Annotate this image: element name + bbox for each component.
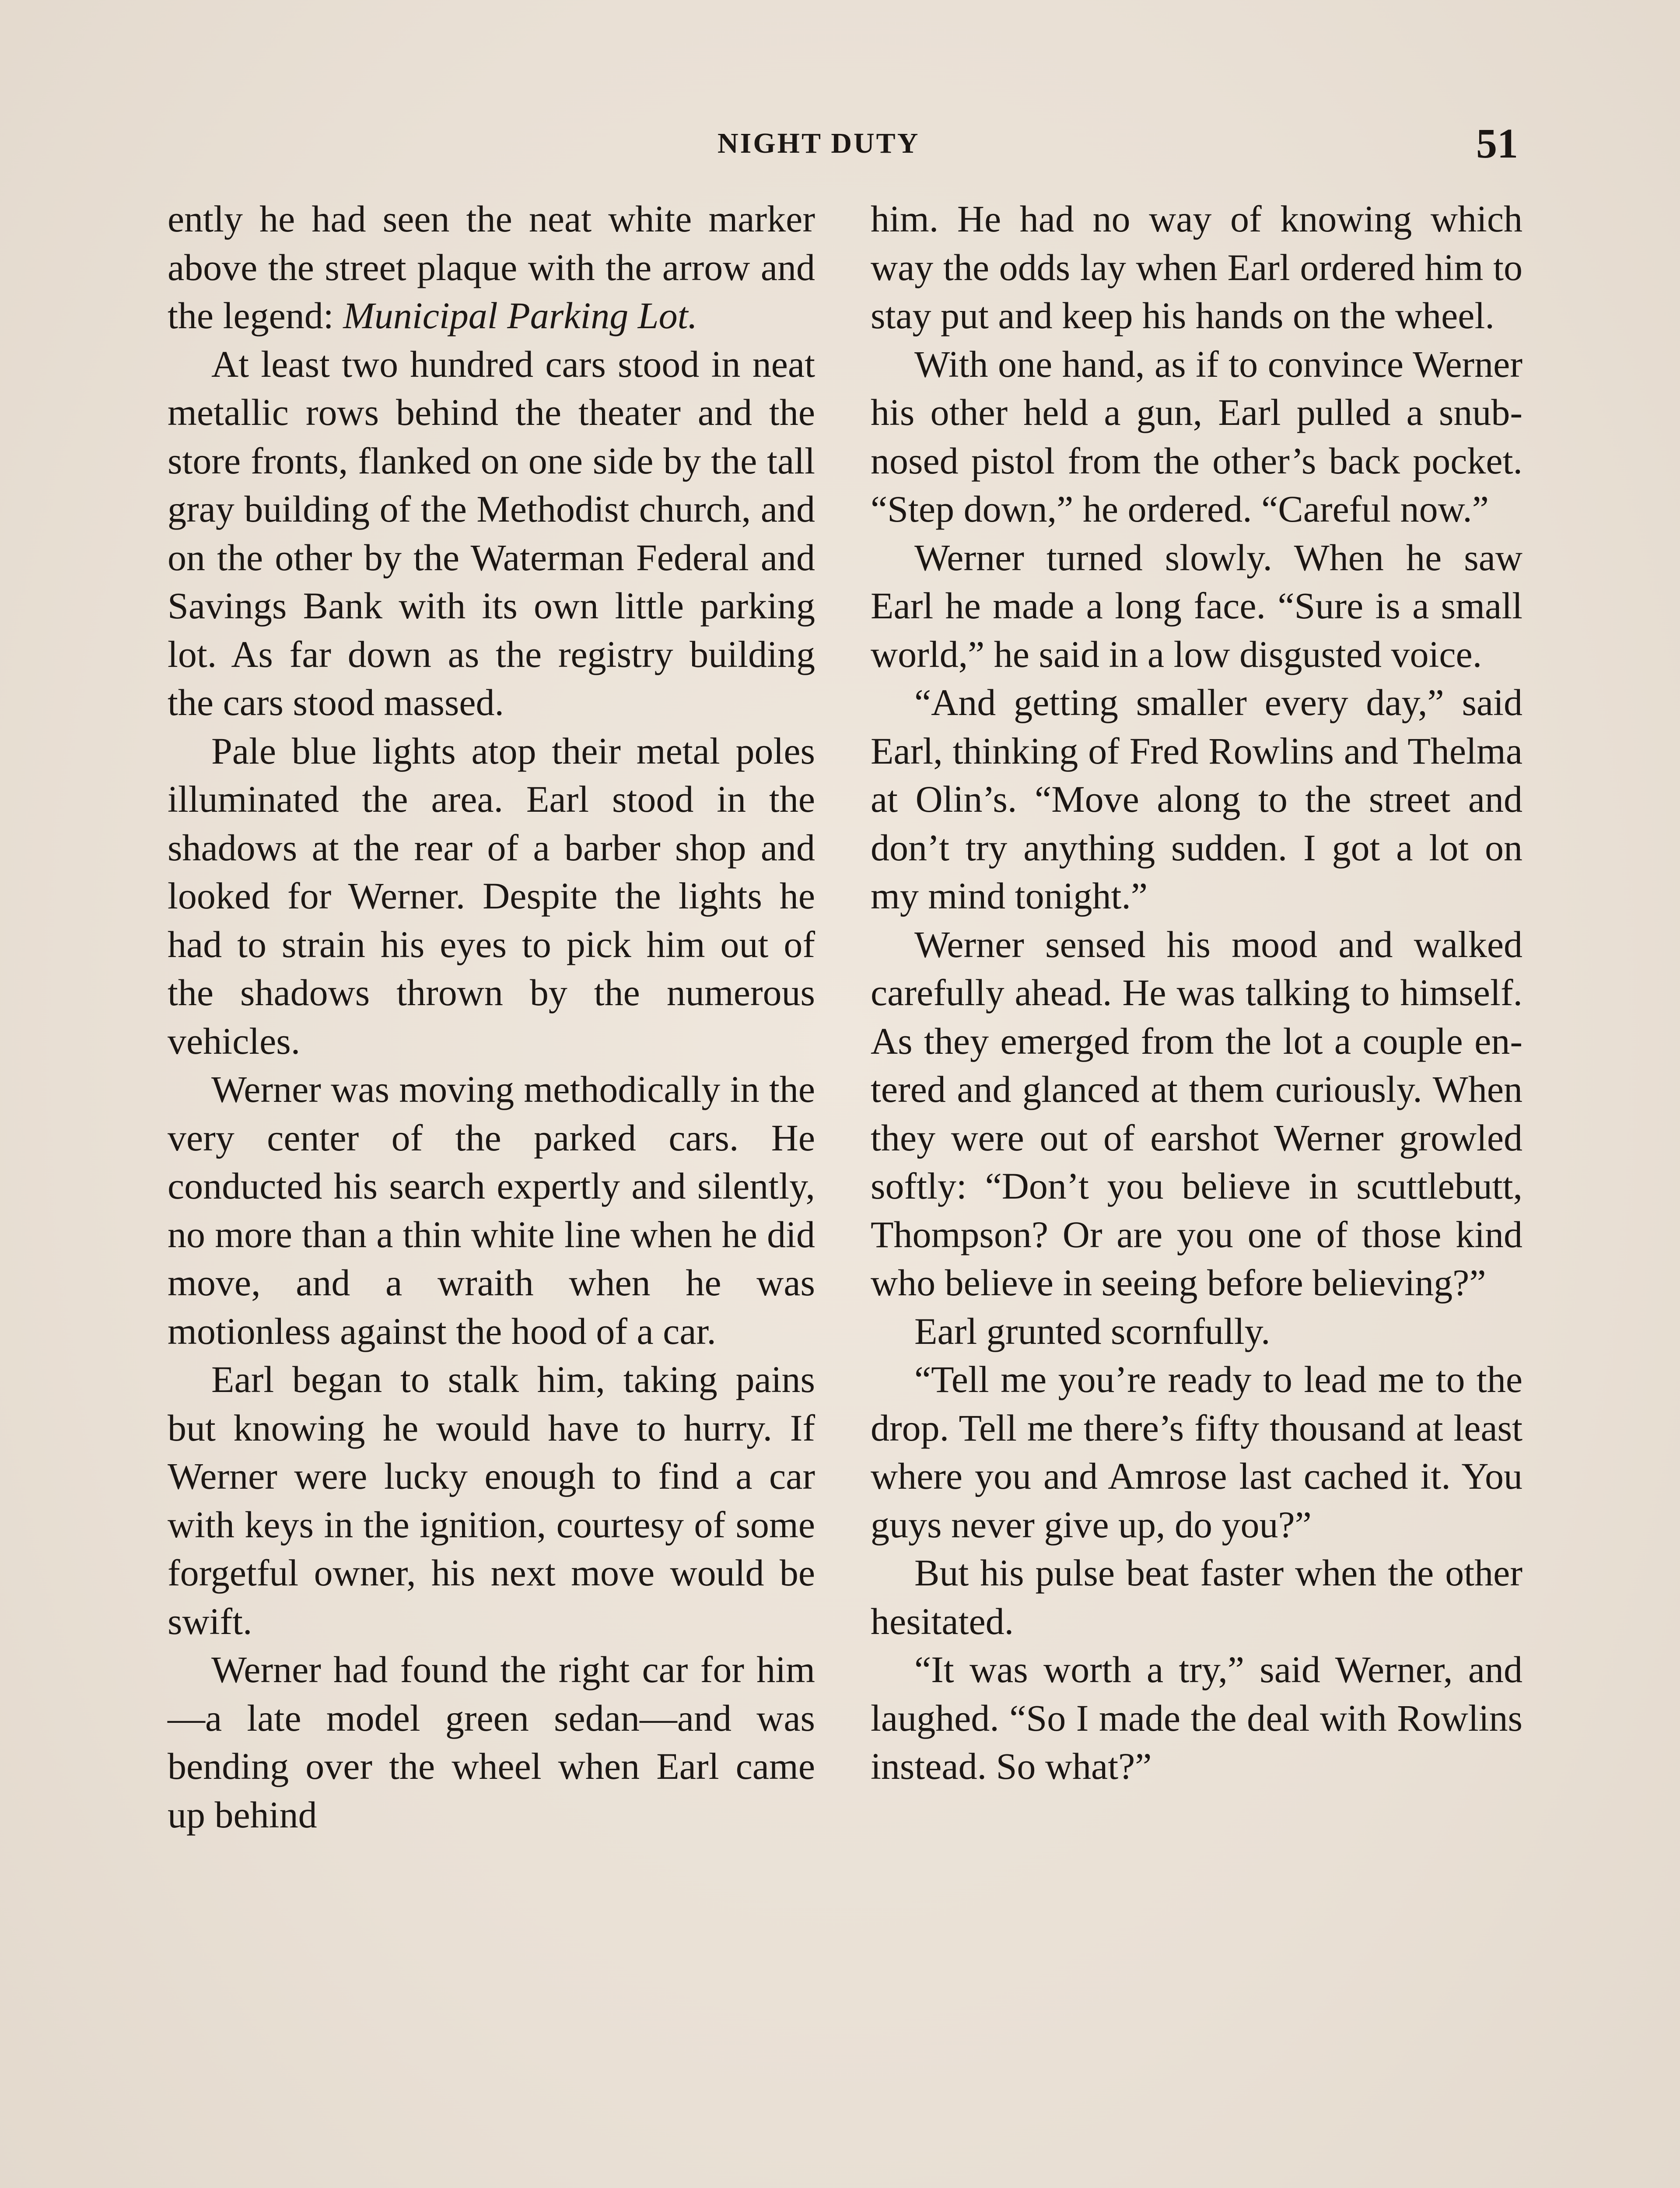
paragraph: “It was worth a try,” said Werner, and laughed. “So I made the deal with Rowlins instead. So what?”: [871, 1648, 1522, 1787]
paragraph: him. He had no way of knowing which way the odds lay when Earl ordered him to stay put and keep his hands on the wheel.: [871, 198, 1522, 337]
paragraph: Werner was moving methodically in the very center of the parked cars. He conducted his search expertly and silently, no more than a thin white line when he did move, and a wraith when he was motionless against the hood of a car.: [168, 1068, 815, 1352]
paragraph-text: ently he had seen the neat white marker above the street plaque with the arrow and the legend:: [168, 198, 815, 337]
running-head: NIGHT DUTY: [718, 127, 920, 159]
paragraph: “And getting smaller every day,” said Earl, thinking of Fred Rowlins and Thelma at Olin’s. “Move along to the street and don’t try anything sudden. I got a lot on my mind tonight.”: [871, 681, 1522, 917]
italic-text: Municipal Parking Lot.: [343, 295, 697, 337]
paragraph: Earl began to stalk him, taking pains but knowing he would have to hurry. If Werner were lucky enough to find a car with keys in the ignition, courtesy of some forgetful owner, his next move would be swift.: [168, 1358, 815, 1642]
paragraph: Werner turned slowly. When he saw Earl he made a long face. “Sure is a small world,” he said in a low disgusted voice.: [871, 536, 1522, 675]
paragraph: Earl grunted scornfully.: [914, 1310, 1270, 1352]
left-column: [168, 195, 815, 1839]
paragraph: Pale blue lights atop their metal poles illuminated the area. Earl stood in the shadows at the rear of a barber shop and looked for Werner. Despite the lights he had to strain his eyes to pick him out of the shadows thrown by the numerous vehicles.: [168, 729, 815, 1062]
paragraph: But his pulse beat faster when the other hesitated.: [871, 1552, 1522, 1642]
paragraph: Werner sensed his mood and walked carefully ahead. He was talking to himself. As they emerged from the lot a couple entered and glanced at them curiously. When they were out of earshot Werner growled softly: “Don’t you believe in scuttlebutt, Thompson? Or are you one of those kind who believe in seeing before believing?”: [871, 923, 1522, 1304]
paragraph: [168, 195, 815, 340]
paragraph: “Tell me you’re ready to lead me to the drop. Tell me there’s fifty thousand at least where you and Amrose last cached it. You guys never give up, do you?”: [871, 1358, 1522, 1546]
paragraph: With one hand, as if to convince Werner his other held a gun, Earl pulled a snub-nosed pistol from the other’s back pocket. “Step down,” he ordered. “Careful now.”: [871, 343, 1522, 530]
paragraph: Werner had found the right car for him—a late model green sedan—and was bending over the wheel when Earl came up behind: [168, 1648, 815, 1836]
page-number: 51: [1476, 120, 1518, 167]
right-column: [871, 195, 1522, 1791]
paragraph: At least two hundred cars stood in neat metallic rows behind the theater and the store fronts, flanked on one side by the tall gray building of the Methodist church, and on the other by the Waterman Federal and Savings Bank with its own little parking lot. As far down as the registry building the cars stood massed.: [168, 343, 815, 723]
